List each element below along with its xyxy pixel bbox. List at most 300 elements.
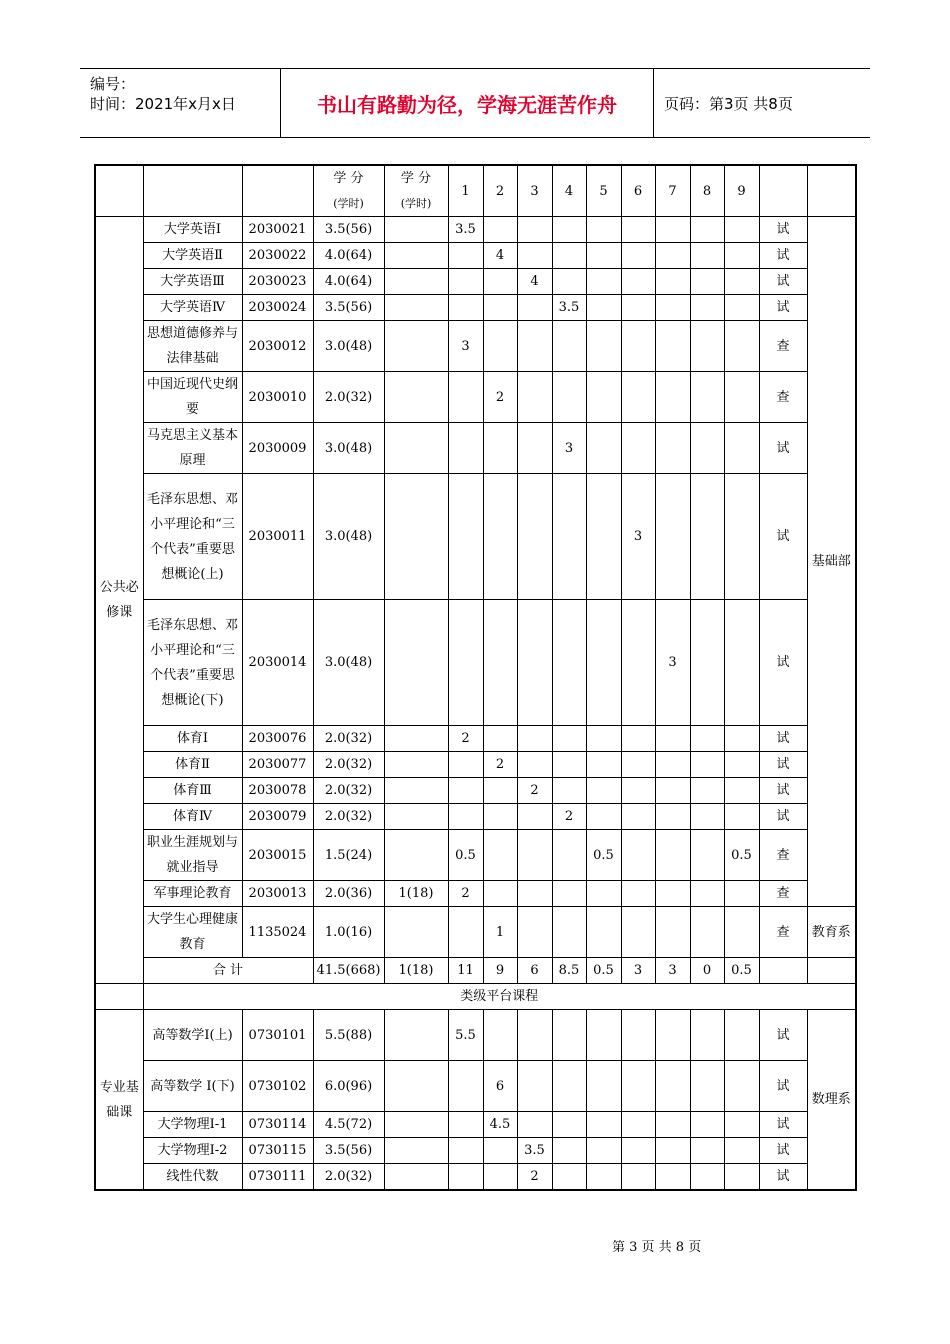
course-code: 2030014 (242, 600, 313, 726)
term-cell (517, 726, 552, 752)
term-cell: 4 (517, 269, 552, 295)
course-credit: 2.0(32) (313, 804, 384, 830)
term-cell (517, 295, 552, 321)
term-cell (483, 474, 517, 600)
course-credit: 3.5(56) (313, 217, 384, 243)
term-cell (724, 881, 759, 907)
term-cell (690, 269, 724, 295)
course-name: 体育Ⅰ (143, 726, 242, 752)
time-label: 时间：2021年x月x日 (90, 95, 236, 113)
term-cell (586, 778, 621, 804)
course-code: 0730114 (242, 1112, 313, 1138)
course-code: 2030079 (242, 804, 313, 830)
total-row (95, 958, 856, 984)
table-row (95, 830, 856, 881)
term-cell (483, 830, 517, 881)
total-blank-cell (759, 958, 807, 984)
term-cell (448, 1061, 483, 1112)
term-cell (552, 269, 586, 295)
course-code: 2030015 (242, 830, 313, 881)
course-name: 大学英语Ⅱ (143, 243, 242, 269)
term-cell (690, 372, 724, 423)
course-credit: 4.5(72) (313, 1112, 384, 1138)
term-cell (448, 600, 483, 726)
course-extra (384, 778, 448, 804)
term-cell (690, 830, 724, 881)
course-extra (384, 1061, 448, 1112)
term-cell (724, 726, 759, 752)
header-credit (313, 165, 384, 217)
term-cell: 4 (483, 243, 517, 269)
course-name: 马克思主义基本原理 (143, 423, 242, 474)
course-name: 大学生心理健康教育 (143, 907, 242, 958)
course-extra (384, 295, 448, 321)
term-cell (517, 321, 552, 372)
term-cell (448, 778, 483, 804)
term-cell: 3.5 (517, 1138, 552, 1164)
term-cell (724, 295, 759, 321)
term-cell (552, 1138, 586, 1164)
term-cell: 0.5 (724, 830, 759, 881)
term-cell (517, 372, 552, 423)
term-header: 3 (517, 165, 552, 217)
exam-type: 查 (759, 372, 807, 423)
term-cell (448, 423, 483, 474)
course-extra (384, 1164, 448, 1191)
term-cell (621, 804, 655, 830)
term-cell (690, 1061, 724, 1112)
exam-type: 查 (759, 907, 807, 958)
total-term-cell: 3 (655, 958, 690, 984)
course-code: 2030076 (242, 726, 313, 752)
course-code: 0730102 (242, 1061, 313, 1112)
term-cell (621, 600, 655, 726)
term-cell (655, 1138, 690, 1164)
total-term-cell: 6 (517, 958, 552, 984)
header-blank-cell (807, 165, 856, 217)
term-cell (517, 243, 552, 269)
course-extra (384, 474, 448, 600)
term-cell (655, 217, 690, 243)
term-cell: 1 (483, 907, 517, 958)
term-cell: 2 (483, 752, 517, 778)
course-name: 体育Ⅲ (143, 778, 242, 804)
course-code: 0730115 (242, 1138, 313, 1164)
term-cell (724, 907, 759, 958)
exam-type: 试 (759, 1061, 807, 1112)
term-cell (586, 726, 621, 752)
term-cell (690, 243, 724, 269)
course-name: 体育Ⅳ (143, 804, 242, 830)
term-cell (483, 881, 517, 907)
course-extra (384, 321, 448, 372)
course-extra (384, 600, 448, 726)
course-name: 毛泽东思想、邓小平理论和“三个代表”重要思想概论(上) (143, 474, 242, 600)
course-credit: 3.5(56) (313, 295, 384, 321)
term-cell (586, 321, 621, 372)
term-cell (724, 752, 759, 778)
term-cell: 2 (448, 881, 483, 907)
course-extra (384, 423, 448, 474)
course-credit: 4.0(64) (313, 269, 384, 295)
term-cell (690, 600, 724, 726)
term-cell (586, 1061, 621, 1112)
table-row (95, 726, 856, 752)
term-cell (586, 295, 621, 321)
term-cell (586, 1138, 621, 1164)
exam-type: 查 (759, 321, 807, 372)
term-cell (483, 1010, 517, 1061)
term-cell (724, 1164, 759, 1191)
page-info: 页码：第3页 共8页 (664, 94, 793, 113)
term-cell (621, 778, 655, 804)
term-cell (690, 1164, 724, 1191)
term-cell (483, 423, 517, 474)
term-cell (724, 269, 759, 295)
total-term-cell: 3 (621, 958, 655, 984)
term-cell (517, 752, 552, 778)
term-cell (655, 269, 690, 295)
course-name: 毛泽东思想、邓小平理论和“三个代表”重要思想概论(下) (143, 600, 242, 726)
term-cell (517, 1010, 552, 1061)
table-row (95, 1138, 856, 1164)
term-cell (586, 881, 621, 907)
term-cell (724, 1010, 759, 1061)
term-header: 2 (483, 165, 517, 217)
total-label: 合 计 (143, 958, 313, 984)
term-cell (586, 752, 621, 778)
course-code: 1135024 (242, 907, 313, 958)
header-blank-cell (759, 165, 807, 217)
exam-type: 试 (759, 778, 807, 804)
term-cell (552, 1164, 586, 1191)
term-cell (621, 295, 655, 321)
course-code: 2030021 (242, 217, 313, 243)
term-cell (655, 372, 690, 423)
term-cell (690, 752, 724, 778)
term-cell (690, 474, 724, 600)
course-name: 思想道德修养与法律基础 (143, 321, 242, 372)
term-cell (690, 907, 724, 958)
table-row (95, 804, 856, 830)
term-cell (655, 830, 690, 881)
term-cell: 3 (621, 474, 655, 600)
total-credit: 41.5(668) (313, 958, 384, 984)
term-cell (724, 600, 759, 726)
term-cell (586, 1010, 621, 1061)
term-cell (586, 217, 621, 243)
course-credit: 2.0(32) (313, 372, 384, 423)
motto: 书山有路勤为径，学海无涯苦作舟 (281, 69, 654, 137)
term-cell (552, 1061, 586, 1112)
platform-label: 类级平台课程 (143, 984, 856, 1010)
term-cell (655, 1164, 690, 1191)
exam-type: 试 (759, 474, 807, 600)
exam-type: 试 (759, 1112, 807, 1138)
term-cell (517, 217, 552, 243)
term-cell (552, 474, 586, 600)
platform-blank-cell (95, 984, 143, 1010)
header-credit-hours: (学时) (333, 197, 364, 210)
course-table (94, 164, 857, 1191)
term-cell (724, 372, 759, 423)
exam-type: 试 (759, 1164, 807, 1191)
course-code: 0730111 (242, 1164, 313, 1191)
term-cell (655, 1112, 690, 1138)
term-cell (690, 881, 724, 907)
total-extra: 1(18) (384, 958, 448, 984)
term-cell: 3 (552, 423, 586, 474)
term-cell (483, 321, 517, 372)
term-cell (517, 600, 552, 726)
term-cell (690, 321, 724, 372)
term-cell (724, 243, 759, 269)
dept-shuli: 数理系 (807, 1010, 856, 1191)
term-cell (724, 778, 759, 804)
term-cell (448, 474, 483, 600)
term-cell (655, 778, 690, 804)
term-cell (483, 1138, 517, 1164)
term-header: 7 (655, 165, 690, 217)
total-term-cell: 0.5 (586, 958, 621, 984)
total-term-cell: 9 (483, 958, 517, 984)
term-header: 9 (724, 165, 759, 217)
term-cell: 0.5 (448, 830, 483, 881)
term-cell (586, 804, 621, 830)
exam-type: 试 (759, 804, 807, 830)
dept-jichu: 基础部 (807, 217, 856, 907)
term-cell (586, 907, 621, 958)
term-cell (621, 907, 655, 958)
term-cell (621, 243, 655, 269)
term-cell (517, 804, 552, 830)
term-cell: 2 (517, 778, 552, 804)
exam-type: 试 (759, 269, 807, 295)
course-extra (384, 726, 448, 752)
course-extra (384, 1010, 448, 1061)
course-name: 高等数学Ⅰ(上) (143, 1010, 242, 1061)
course-credit: 3.0(48) (313, 423, 384, 474)
table-row (95, 907, 856, 958)
exam-type: 试 (759, 1138, 807, 1164)
course-credit: 3.0(48) (313, 600, 384, 726)
table-row (95, 372, 856, 423)
term-cell (552, 243, 586, 269)
term-cell (517, 830, 552, 881)
total-term-cell: 11 (448, 958, 483, 984)
table-row (95, 778, 856, 804)
exam-type: 试 (759, 1010, 807, 1061)
course-credit: 2.0(32) (313, 1164, 384, 1191)
total-term-cell: 8.5 (552, 958, 586, 984)
term-cell: 0.5 (586, 830, 621, 881)
course-code: 2030078 (242, 778, 313, 804)
term-cell (621, 1010, 655, 1061)
term-cell (655, 423, 690, 474)
table-row (95, 295, 856, 321)
term-cell: 3 (655, 600, 690, 726)
term-cell: 3.5 (552, 295, 586, 321)
course-credit: 6.0(96) (313, 1061, 384, 1112)
term-cell (690, 726, 724, 752)
page-header (80, 68, 870, 138)
term-cell (483, 295, 517, 321)
term-cell (655, 295, 690, 321)
term-header: 6 (621, 165, 655, 217)
course-code: 0730101 (242, 1010, 313, 1061)
term-cell (690, 217, 724, 243)
course-code: 2030013 (242, 881, 313, 907)
term-cell (552, 778, 586, 804)
term-cell (483, 269, 517, 295)
page-footer: 第 3 页 共 8 页 (612, 1240, 702, 1255)
course-name: 大学英语Ⅳ (143, 295, 242, 321)
term-cell (483, 726, 517, 752)
term-cell (552, 881, 586, 907)
course-code: 2030011 (242, 474, 313, 600)
course-name: 大学物理Ⅰ-1 (143, 1112, 242, 1138)
term-cell (655, 321, 690, 372)
term-cell (586, 1112, 621, 1138)
term-header: 4 (552, 165, 586, 217)
course-code: 2030022 (242, 243, 313, 269)
course-code: 2030024 (242, 295, 313, 321)
term-cell (621, 1061, 655, 1112)
course-extra (384, 752, 448, 778)
course-credit: 3.0(48) (313, 321, 384, 372)
table-header-row (95, 165, 856, 217)
course-extra (384, 243, 448, 269)
course-name: 线性代数 (143, 1164, 242, 1191)
header-credit-label: 学 分 (333, 171, 364, 186)
term-cell (621, 881, 655, 907)
term-cell (724, 1112, 759, 1138)
term-cell (517, 1061, 552, 1112)
term-cell (690, 1112, 724, 1138)
term-cell (655, 726, 690, 752)
term-cell (690, 423, 724, 474)
exam-type: 试 (759, 217, 807, 243)
term-cell (552, 1112, 586, 1138)
course-code: 2030077 (242, 752, 313, 778)
term-header: 1 (448, 165, 483, 217)
term-cell (586, 600, 621, 726)
term-cell (448, 295, 483, 321)
table-row (95, 1112, 856, 1138)
course-name: 大学英语Ⅰ (143, 217, 242, 243)
term-cell (448, 752, 483, 778)
course-code: 2030010 (242, 372, 313, 423)
course-credit: 2.0(36) (313, 881, 384, 907)
term-cell (586, 372, 621, 423)
exam-type: 试 (759, 295, 807, 321)
course-name: 大学英语Ⅲ (143, 269, 242, 295)
table-row (95, 752, 856, 778)
course-credit: 4.0(64) (313, 243, 384, 269)
term-cell (517, 907, 552, 958)
term-cell (552, 372, 586, 423)
term-cell (586, 1164, 621, 1191)
course-code: 2030012 (242, 321, 313, 372)
term-cell (621, 423, 655, 474)
term-cell (621, 321, 655, 372)
term-cell (448, 1138, 483, 1164)
term-cell: 3 (448, 321, 483, 372)
term-cell: 3.5 (448, 217, 483, 243)
group-major: 专业基础课 (95, 1010, 143, 1191)
term-cell (621, 1112, 655, 1138)
term-cell: 4.5 (483, 1112, 517, 1138)
term-cell (552, 907, 586, 958)
total-term-cell: 0 (690, 958, 724, 984)
term-cell (517, 474, 552, 600)
header-meta (80, 69, 281, 137)
header-blank-cell (242, 165, 313, 217)
course-credit: 1.0(16) (313, 907, 384, 958)
term-cell: 2 (448, 726, 483, 752)
table-row (95, 423, 856, 474)
term-cell (517, 423, 552, 474)
term-cell (552, 217, 586, 243)
term-cell (448, 243, 483, 269)
term-cell (621, 217, 655, 243)
table-row (95, 1010, 856, 1061)
total-term-cell: 0.5 (724, 958, 759, 984)
term-cell (621, 372, 655, 423)
course-code: 2030023 (242, 269, 313, 295)
course-extra (384, 907, 448, 958)
course-extra (384, 830, 448, 881)
term-cell (483, 804, 517, 830)
table-row (95, 600, 856, 726)
exam-type: 试 (759, 752, 807, 778)
term-cell (552, 830, 586, 881)
term-cell (690, 1138, 724, 1164)
group-public: 公共必修课 (95, 217, 143, 984)
course-extra: 1(18) (384, 881, 448, 907)
table-row (95, 321, 856, 372)
course-extra (384, 217, 448, 243)
course-credit: 5.5(88) (313, 1010, 384, 1061)
term-cell (448, 372, 483, 423)
table-row (95, 1061, 856, 1112)
term-cell (586, 243, 621, 269)
term-cell: 2 (517, 1164, 552, 1191)
header-blank-cell (143, 165, 242, 217)
term-cell (724, 1061, 759, 1112)
exam-type: 查 (759, 830, 807, 881)
term-cell (724, 321, 759, 372)
course-credit: 3.0(48) (313, 474, 384, 600)
table-row (95, 243, 856, 269)
header-credit2 (384, 165, 448, 217)
header-credit2-label: 学 分 (400, 171, 432, 186)
exam-type: 查 (759, 881, 807, 907)
term-cell (724, 1138, 759, 1164)
term-cell (552, 600, 586, 726)
term-cell (552, 726, 586, 752)
course-extra (384, 372, 448, 423)
course-name: 中国近现代史纲要 (143, 372, 242, 423)
header-blank-cell (95, 165, 143, 217)
term-cell (448, 269, 483, 295)
term-header: 8 (690, 165, 724, 217)
term-cell (621, 830, 655, 881)
term-cell (552, 1010, 586, 1061)
term-cell (621, 1164, 655, 1191)
term-cell (621, 1138, 655, 1164)
course-extra (384, 1138, 448, 1164)
